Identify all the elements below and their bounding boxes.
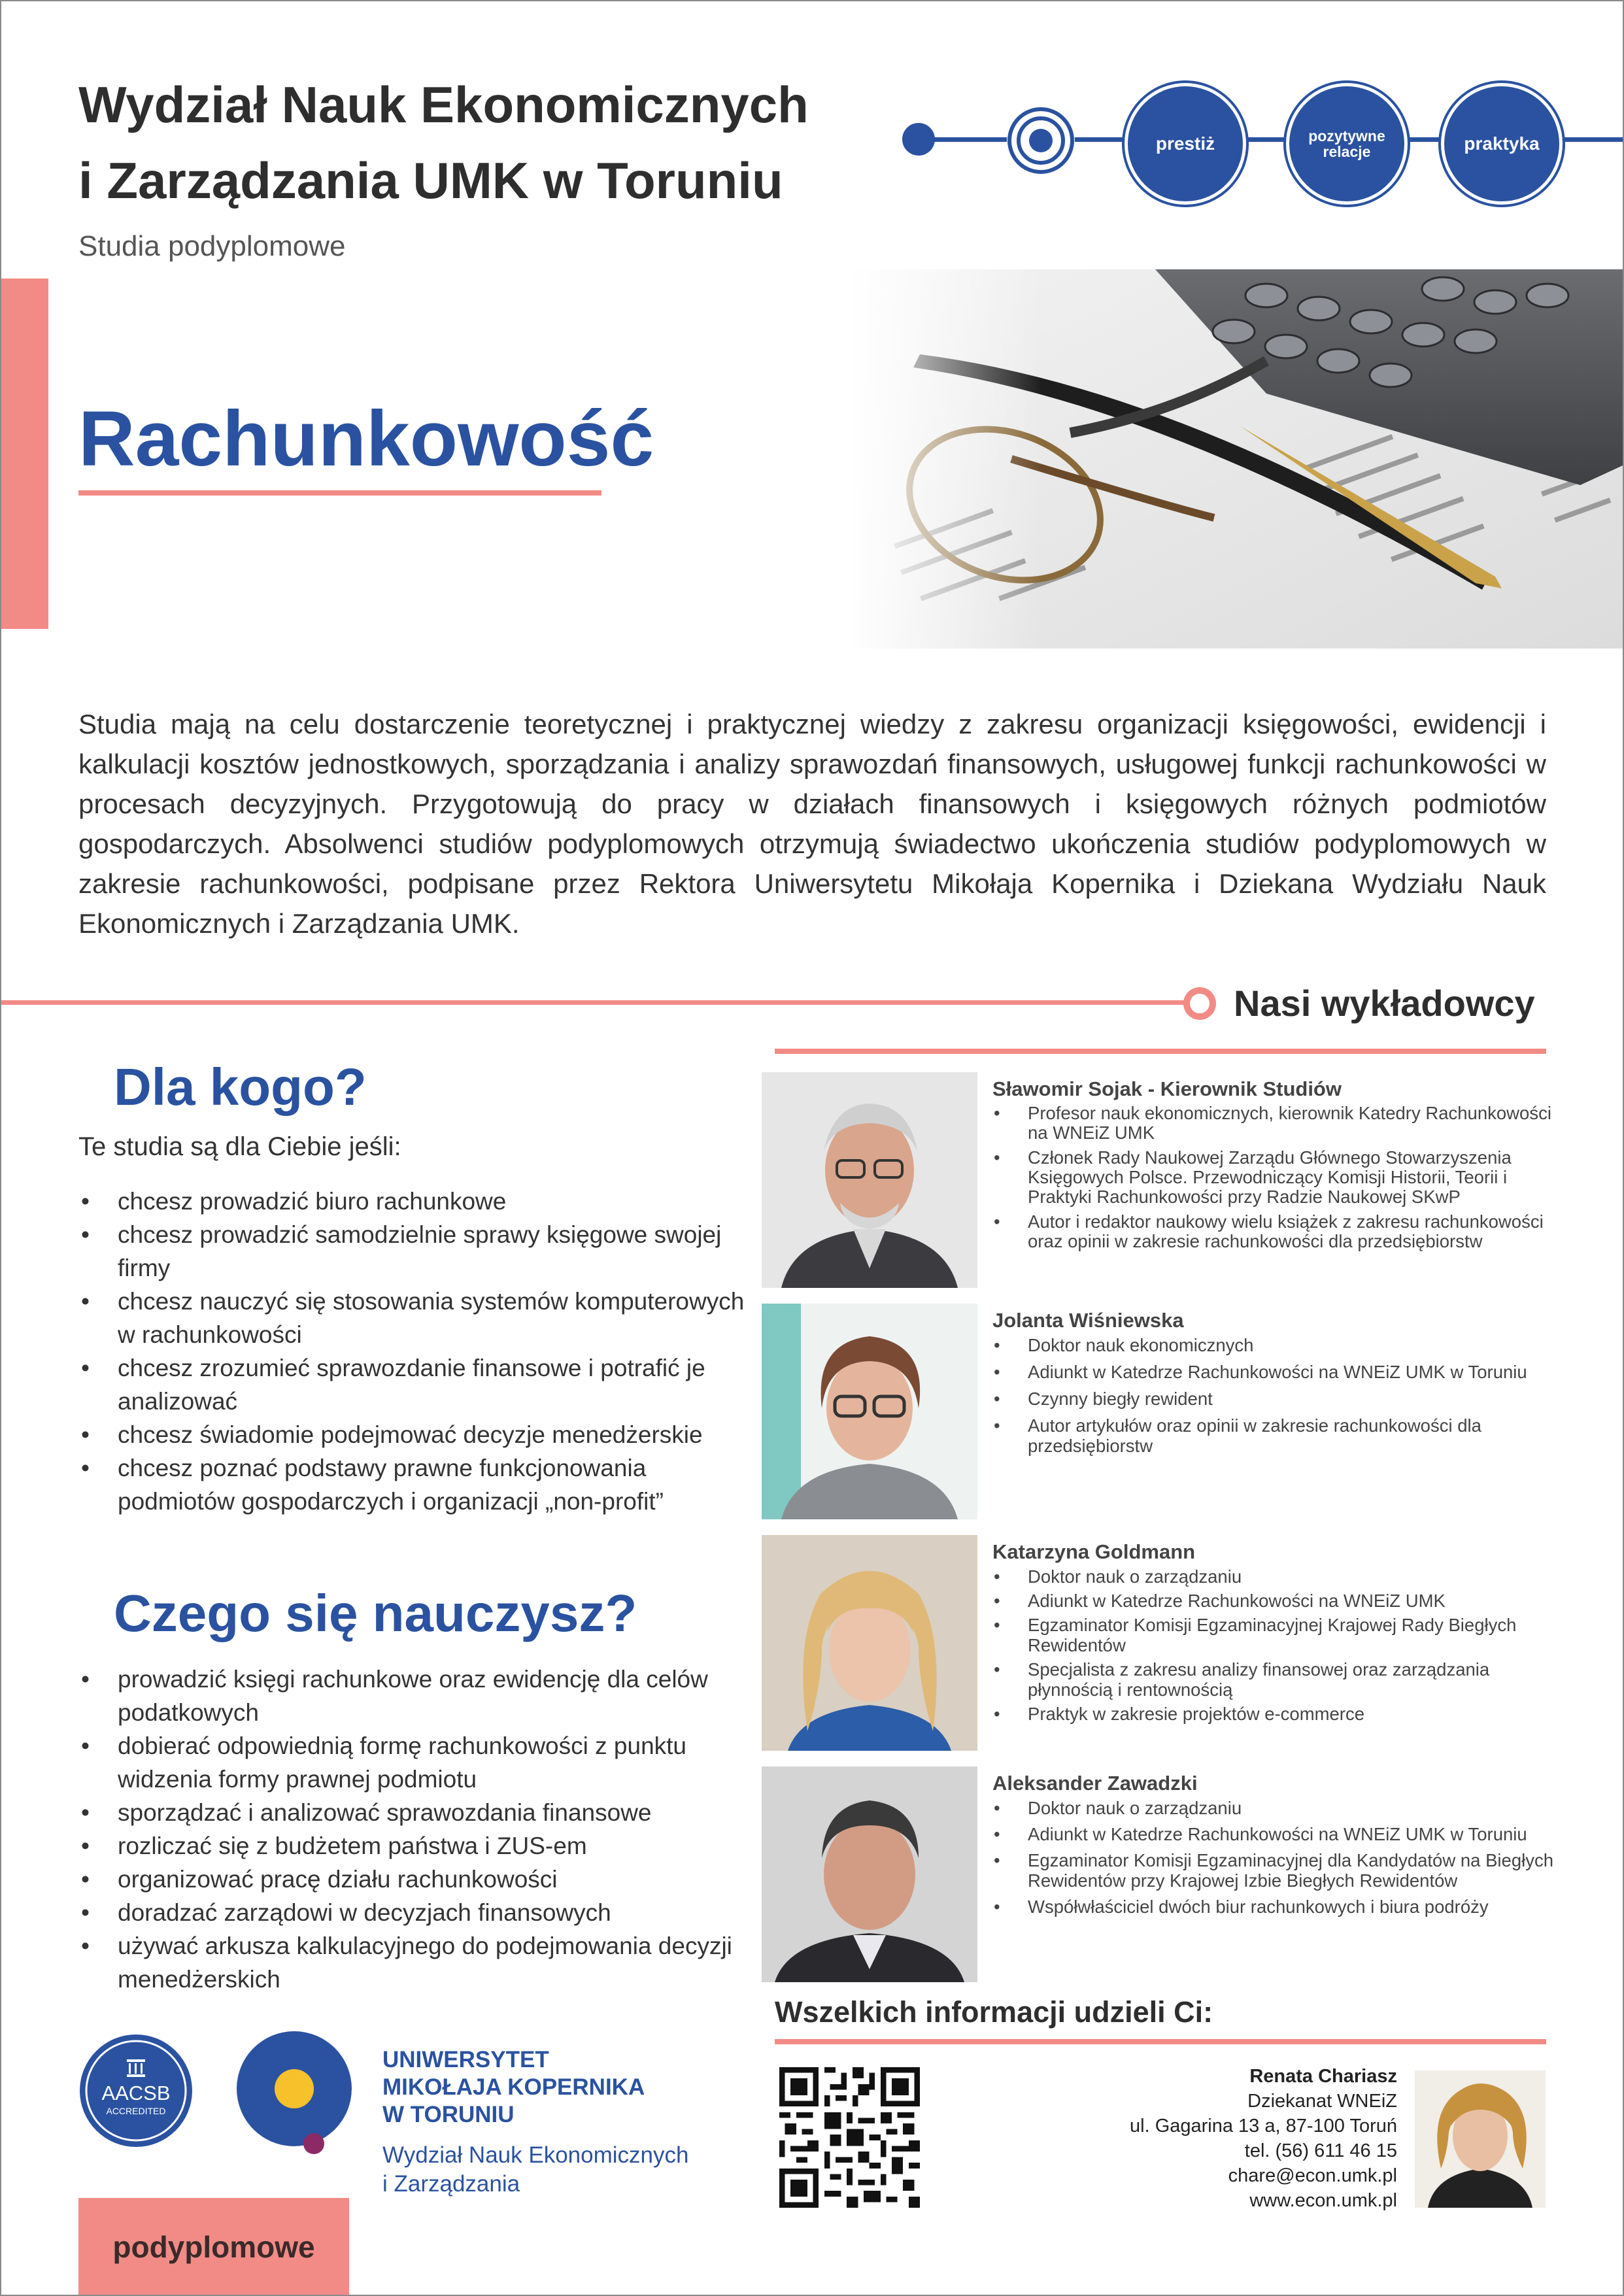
learn-heading: Czego się nauczysz? bbox=[114, 1584, 637, 1642]
lecturers-heading-underline bbox=[775, 1049, 1546, 1054]
lecturer-photo bbox=[762, 1072, 977, 1288]
value-relations-circle bbox=[1286, 83, 1408, 205]
contact-email[interactable]: chare@econ.umk.pl bbox=[1228, 2165, 1397, 2186]
course-title-underline bbox=[78, 490, 601, 496]
list-item: • rozliczać się z budżetem państwa i ZUS-em bbox=[78, 1829, 758, 1863]
aacsb-accredited-text: ACCREDITED bbox=[106, 2106, 166, 2116]
contact-address: ul. Gagarina 13 a, 87-100 Toruń bbox=[1130, 2116, 1397, 2136]
target-icon bbox=[1005, 105, 1077, 177]
faculty-name-line-1: Wydział Nauk Ekonomicznych bbox=[382, 2142, 689, 2168]
lecturer-card bbox=[762, 1535, 1553, 1752]
faculty-title-line-1: Wydział Nauk Ekonomicznych bbox=[78, 76, 809, 133]
lecturer-photo bbox=[762, 1535, 977, 1751]
aacsb-text: AACSB bbox=[101, 2082, 171, 2104]
for-who-heading: Dla kogo? bbox=[114, 1058, 367, 1116]
university-name-line-3: W TORUNIU bbox=[382, 2102, 515, 2127]
list-item: • doradzać zarządowi w decyzjach finansowych bbox=[78, 1896, 758, 1929]
lecturer-card bbox=[762, 1766, 1553, 1984]
list-item: • Doktor nauk o zarządzaniu bbox=[992, 1798, 1555, 1818]
list-item: • Egzaminator Komisji Egzaminacyjnej Krajowej Rady Biegłych Rewidentów bbox=[992, 1615, 1555, 1655]
section-divider-line bbox=[1, 1000, 1185, 1005]
contact-name: Renata Chariasz bbox=[1249, 2066, 1397, 2087]
list-item: • organizować pracę działu rachunkowości bbox=[78, 1863, 758, 1896]
list-item: • Specjalista z zakresu analizy finansowej oraz zarządzania płynnością i rentownością bbox=[992, 1659, 1555, 1700]
list-item: • Profesor nauk ekonomicznych, kierownik Katedry Rachunkowości na WNEiZ UMK bbox=[992, 1104, 1555, 1143]
list-item: • Adiunkt w Katedrze Rachunkowości na WNEiZ UMK w Toruniu bbox=[992, 1824, 1555, 1844]
value-relations-line-2: relacje bbox=[1323, 143, 1371, 160]
list-item: • Adiunkt w Katedrze Rachunkowości na WNEiZ UMK w Toruniu bbox=[992, 1362, 1555, 1382]
list-item: • dobierać odpowiednią formę rachunkowości z punktu widzenia formy prawnej podmiotu bbox=[78, 1729, 758, 1796]
list-item: • Współwłaściciel dwóch biur rachunkowych i biura podróży bbox=[992, 1897, 1555, 1917]
university-name bbox=[382, 2046, 645, 2129]
list-item: • Członek Rady Naukowej Zarządu Głównego Stowarzyszenia Księgowych Polsce. Przewodniczący Komisji Historii, Teorii i Praktyki Rachunkowości przy Radzie Naukowej SKwP bbox=[992, 1148, 1555, 1207]
page-subtitle: Studia podyplomowe bbox=[78, 230, 346, 262]
aacsb-logo bbox=[78, 2033, 194, 2148]
value-practice-circle bbox=[1441, 83, 1563, 205]
list-item: • chcesz poznać podstawy prawne funkcjonowania podmiotów gospodarczych i organizacji „non-profit” bbox=[78, 1451, 745, 1518]
university-name-line-2: MIKOŁAJA KOPERNIKA bbox=[382, 2074, 645, 2100]
umk-logo bbox=[237, 2031, 354, 2155]
postgraduate-badge-label: podyplomowe bbox=[112, 2230, 315, 2264]
list-item: • chcesz prowadzić samodzielnie sprawy księgowe swojej firmy bbox=[78, 1218, 745, 1285]
lecturer-points bbox=[992, 1335, 1555, 1456]
faculty-name bbox=[382, 2141, 688, 2199]
list-item: • sporządzać i analizować sprawozdania finansowe bbox=[78, 1796, 758, 1829]
list-item: • chcesz zrozumieć sprawozdanie finansowe i potrafić je analizować bbox=[78, 1351, 745, 1418]
lecturer-card bbox=[762, 1304, 1553, 1521]
value-prestige-label: prestiż bbox=[1155, 133, 1215, 154]
postgraduate-badge bbox=[78, 2198, 349, 2296]
lecturer-photo bbox=[762, 1304, 977, 1519]
faculty-title-line-2: i Zarządzania UMK w Toruniu bbox=[78, 152, 783, 209]
lecturer-points bbox=[992, 1798, 1555, 1917]
lecturers-heading: Nasi wykładowcy bbox=[1234, 983, 1535, 1024]
list-item: • Egzaminator Komisji Egzaminacyjnej dla Kandydatów na Biegłych Rewidentów przy Krajowej Izbie Biegłych Rewidentów bbox=[992, 1850, 1555, 1891]
list-item: • Doktor nauk ekonomicznych bbox=[992, 1335, 1555, 1355]
value-prestige-circle bbox=[1125, 83, 1246, 205]
contact-heading-underline bbox=[775, 2039, 1546, 2044]
lecturer-points bbox=[992, 1566, 1555, 1724]
university-name-line-1: UNIWERSYTET bbox=[382, 2047, 549, 2072]
lecturer-points bbox=[992, 1104, 1555, 1251]
learn-list bbox=[78, 1663, 758, 1996]
list-item: • prowadzić księgi rachunkowe oraz ewidencję dla celów podatkowych bbox=[78, 1663, 758, 1729]
for-who-list bbox=[78, 1185, 745, 1518]
course-description: Studia mają na celu dostarczenie teoretycznej i praktycznej wiedzy z zakresu organizacji księgowości, ewidencji i kalkulacji kosztów jednostkowych, sporządzania i analizy sprawozdań finansowych, usługowej funkcji rachunkowości w procesach decyzyjnych. Przygotowują do pracy w działach finansowych i księgowych różnych podmiotów gospodarczych. Absolwenci studiów podyplomowych otrzymują świadectwo ukończenia studiów podyplomowych w zakresie rachunkowości, podpisane przez Rektora Uniwersytetu Mikołaja Kopernika i Dziekana Wydziału Nauk Ekonomicznych i Zarządzania UMK. bbox=[78, 709, 1546, 939]
contact-photo bbox=[1415, 2070, 1546, 2208]
list-item: • chcesz prowadzić biuro rachunkowe bbox=[78, 1185, 745, 1218]
contact-website[interactable]: www.econ.umk.pl bbox=[1249, 2190, 1397, 2211]
section-divider-dot bbox=[1183, 987, 1216, 1020]
faculty-name-line-2: i Zarządzania bbox=[382, 2171, 520, 2197]
list-item: • Czynny biegły rewident bbox=[992, 1389, 1555, 1409]
list-item: • używać arkusza kalkulacyjnego do podejmowania decyzji menedżerskich bbox=[78, 1929, 758, 1996]
lecturer-name: Jolanta Wiśniewska bbox=[992, 1309, 1184, 1332]
values-chain-dot bbox=[902, 123, 935, 156]
accent-side-bar bbox=[1, 279, 48, 629]
value-relations-line-1: pozytywne bbox=[1308, 127, 1385, 144]
list-item: • Praktyk w zakresie projektów e-commerce bbox=[992, 1704, 1555, 1724]
lecturer-name: Sławomir Sojak - Kierownik Studiów bbox=[992, 1077, 1342, 1100]
contact-office: Dziekanat WNEiZ bbox=[1247, 2091, 1397, 2112]
lecturer-name: Aleksander Zawadzki bbox=[992, 1772, 1198, 1795]
contact-phone[interactable]: tel. (56) 611 46 15 bbox=[1244, 2140, 1397, 2161]
lecturer-name: Katarzyna Goldmann bbox=[992, 1540, 1196, 1563]
lecturer-photo bbox=[762, 1766, 977, 1982]
calculator-pen-glasses-photo bbox=[848, 269, 1623, 649]
lecturer-card bbox=[762, 1072, 1553, 1289]
list-item: • chcesz nauczyć się stosowania systemów komputerowych w rachunkowości bbox=[78, 1285, 745, 1351]
course-title: Rachunkowość bbox=[78, 395, 654, 482]
value-relations-label bbox=[1308, 128, 1385, 160]
contact-details bbox=[969, 2064, 1397, 2213]
for-who-intro: Te studia są dla Ciebie jeśli: bbox=[78, 1132, 401, 1161]
qr-code-icon[interactable] bbox=[779, 2067, 920, 2208]
value-practice-label: praktyka bbox=[1464, 133, 1540, 154]
list-item: • Adiunkt w Katedrze Rachunkowości na WNEiZ UMK bbox=[992, 1591, 1555, 1611]
list-item: • Autor artykułów oraz opinii w zakresie rachunkowości dla przedsiębiorstw bbox=[992, 1415, 1555, 1456]
faculty-title bbox=[78, 67, 928, 218]
list-item: • Autor i redaktor naukowy wielu książek z zakresu rachunkowości oraz opinii w zakresie rachunkowości dla przedsiębiorstw bbox=[992, 1212, 1555, 1251]
list-item: • Doktor nauk o zarządzaniu bbox=[992, 1566, 1555, 1587]
list-item: • chcesz świadomie podejmować decyzje menedżerskie bbox=[78, 1418, 745, 1451]
contact-heading: Wszelkich informacji udzieli Ci: bbox=[775, 1995, 1213, 2029]
